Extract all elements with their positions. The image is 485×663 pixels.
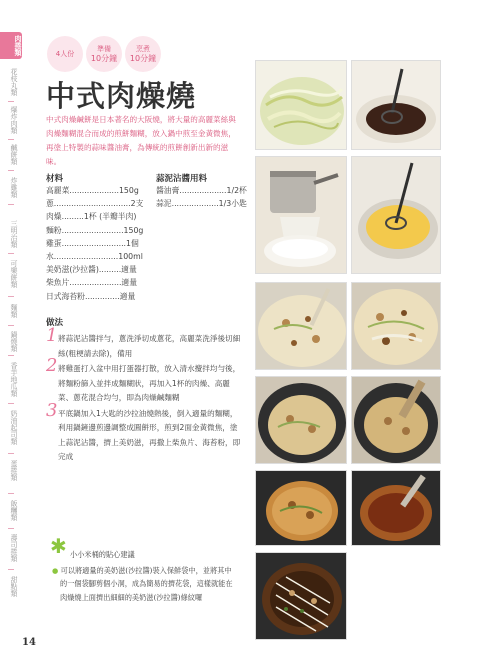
index-divider: [8, 204, 14, 205]
sauce-item: 醬油膏...................1/2杯: [156, 186, 247, 195]
index-divider: [8, 528, 14, 529]
photo-sauce-whisk: [351, 60, 441, 150]
prep-time-badge: [86, 36, 122, 72]
servings-badge: [47, 36, 83, 72]
ingredient-item: 麵粉.........................150g: [46, 225, 144, 235]
step-item: [46, 399, 242, 465]
ingredient-item: 蔥...............................2支: [46, 199, 144, 209]
index-tab-active[interactable]: 肉捲類: [0, 32, 22, 59]
sauce-brush-illustration: [352, 471, 441, 546]
index-tab[interactable]: 花枝丸類: [10, 68, 18, 96]
sauce-heading: 蒜泥沾醬用料: [156, 174, 208, 184]
step-item: [46, 325, 242, 361]
index-tab[interactable]: 壽司捲類: [10, 534, 18, 562]
sauce-whisk-illustration: [352, 61, 441, 150]
step-item: [46, 355, 242, 406]
step-number: 3: [46, 399, 58, 421]
index-tab[interactable]: 香芋地瓜類: [10, 362, 18, 397]
photo-beating-egg: [351, 156, 441, 274]
tip-box: [50, 534, 234, 604]
step-number: 2: [46, 355, 58, 376]
photo-finished-dish: [255, 552, 347, 640]
index-divider: [8, 569, 14, 570]
index-divider: [8, 139, 14, 140]
chapter-index: [0, 28, 22, 608]
bullet-icon: ●: [52, 565, 59, 575]
page-number: 14: [22, 637, 36, 648]
index-divider: [8, 403, 14, 404]
ingredients-list: [46, 184, 143, 303]
tip-heading: 小小米桶的貼心建議: [70, 550, 135, 559]
index-tab[interactable]: 爆炸肉類: [10, 106, 18, 134]
index-divider: [8, 355, 14, 356]
sauce-item: 蒜泥...................1/3小匙: [156, 199, 247, 209]
index-tab[interactable]: 奶油起司類: [10, 410, 18, 445]
step-number: 1: [46, 325, 58, 346]
ingredient-item: 日式海苔粉..............適量: [46, 291, 136, 301]
photo-flip-pancake: [351, 376, 441, 464]
cook-label: 烹煮: [136, 45, 150, 53]
finished-dish-illustration: [256, 553, 347, 640]
prep-time: 10分鐘: [90, 54, 118, 63]
sifter-illustration: [256, 157, 347, 274]
photo-pancake-pan: [255, 376, 347, 464]
index-divider: [8, 453, 14, 454]
steps-heading: 做法: [46, 318, 64, 328]
cook-time: 10分鐘: [129, 54, 157, 63]
egg-bowl-illustration: [352, 157, 441, 274]
tip-body: [52, 564, 234, 605]
index-tab[interactable]: 可樂餅類: [10, 260, 18, 288]
index-divider: [8, 170, 14, 171]
recipe-title: 中式肉燥燒: [46, 79, 197, 113]
photo-batter-mixed: [255, 282, 347, 370]
batter-illustration: [256, 283, 347, 370]
step-text: 平底鍋加入1大匙的沙拉油燒熱後，倒入適量的麵糊，利用鍋鏟邊煎邊調整成圓餅形，煎到2面金黃微焦，塗上蒜泥沾醬，擠上美奶滋，再撒上柴魚片、海苔粉，即完成: [58, 408, 241, 461]
photo-batter-closeup: [351, 282, 441, 370]
index-divider: [8, 253, 14, 254]
index-tab[interactable]: 鹹餅類: [10, 144, 18, 165]
index-tab[interactable]: 炸雞類: [10, 177, 18, 198]
ingredient-item: 肉燥.........1杯 (半瓣半肉): [46, 212, 137, 222]
index-divider: [8, 493, 14, 494]
ingredient-item: 柴魚片.....................適量: [46, 278, 138, 288]
recipe-description: 中式肉燥鹹餅是日本著名的大阪燒，將大量的高麗菜絲與肉燥麵糊混合而成的煎餅麵糊，放入鍋中煎至金黃微焦，再塗上特製的蒜味醬油膏，為傳統的煎餅創新出新的滋味。: [46, 115, 236, 166]
ingredient-item: 雞蛋..........................1個: [46, 238, 139, 248]
tip-text: 可以將適量的美奶滋(沙拉醬)裝入保鮮袋中，並將其中的一個袋腳剪個小洞，成為簡易的擠花袋，這樣就能在肉燥燒上面擠出細細的美奶滋(沙拉醬)條紋囉: [60, 565, 233, 602]
step-text: 將雞蛋打入盆中用打蛋器打散，放入清水攪拌均勻後，將麵粉篩入並拌成麵糊狀，再加入1杯的肉燥、高麗菜、蔥花混合均勻，即為肉燥鹹麵糊: [58, 364, 241, 402]
index-tab[interactable]: 麵類: [10, 304, 18, 318]
pan-illustration: [256, 377, 347, 464]
flip-illustration: [352, 377, 441, 464]
asterisk-icon: ✱: [50, 534, 67, 558]
cook-time-badge: [125, 36, 161, 72]
ingredient-item: 高麗菜....................150g: [46, 186, 139, 195]
batter-closeup-illustration: [352, 283, 441, 370]
ingredients-heading: 材料: [46, 174, 64, 184]
photo-sifting-flour: [255, 156, 347, 274]
browned-pancake-illustration: [256, 471, 347, 546]
index-tab[interactable]: 蛋捲類: [10, 460, 18, 481]
index-tab[interactable]: 三明治類: [10, 220, 18, 248]
step-text: 將蒜泥沾醬拌勻，蔥洗淨切成蔥花，高麗菜洗淨後切細絲(粗梗請去除)，備用: [58, 334, 241, 358]
index-divider: [8, 101, 14, 102]
photo-shredded-cabbage: [255, 60, 347, 150]
index-tab[interactable]: 飯糰類: [10, 500, 18, 521]
ingredient-item: 水..........................100ml: [46, 252, 143, 262]
servings-label: 4人份: [55, 49, 75, 58]
steps-list: [46, 325, 242, 466]
index-divider: [8, 296, 14, 297]
ingredient-item: 美奶滋(沙拉醬).........適量: [46, 265, 137, 275]
photo-pancake-browned: [255, 470, 347, 546]
cabbage-illustration: [256, 61, 347, 150]
photo-brushing-sauce: [351, 470, 441, 546]
index-tab[interactable]: 鍋燒類: [10, 331, 18, 352]
sauce-list: [156, 184, 247, 210]
index-tab[interactable]: 甜點類: [10, 576, 18, 597]
prep-label: 準備: [97, 45, 111, 53]
index-divider: [8, 325, 14, 326]
